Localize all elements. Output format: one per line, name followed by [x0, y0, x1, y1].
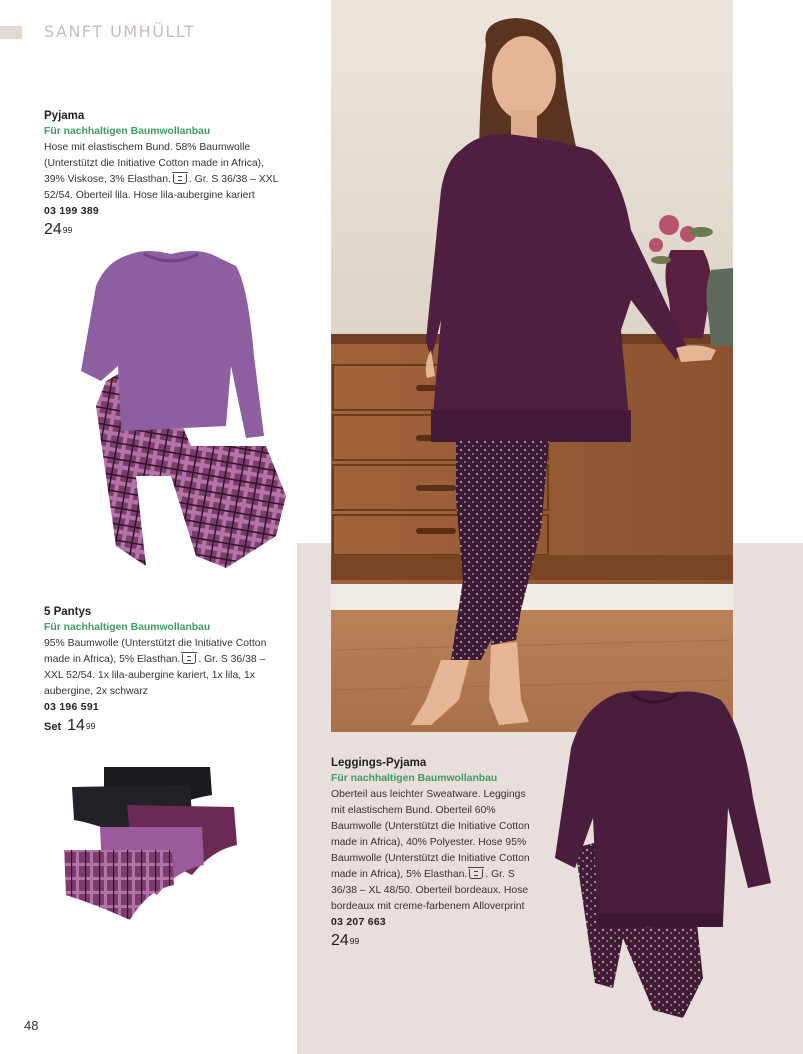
section-marker	[0, 26, 22, 39]
wash-30-icon	[469, 869, 483, 879]
price: $24^{99}$	[44, 221, 73, 238]
price: $24^{99}$	[331, 932, 360, 949]
price: Set $14^{99}$	[44, 717, 96, 734]
article-number: 03 207 663	[331, 917, 387, 928]
wash-30-icon	[173, 174, 187, 184]
article-number: 03 199 389	[44, 206, 100, 217]
product-description: 95% Baumwolle (Unterstützt die Initiative Cotton made in Africa), 5% Elasthan. . Gr. S 36/38 – XXL 52/54. 1x lila-aubergine kariert, 1x lila, 1x aubergine, 2x schwarz	[44, 638, 267, 697]
product-leggings-pyjama	[331, 755, 541, 949]
product-name: Pyjama	[44, 110, 85, 122]
pantys-product-image	[62, 765, 240, 925]
model-photo	[331, 0, 733, 732]
eco-label: Für nachhaltigen Baumwollanbau	[331, 773, 498, 784]
product-name: 5 Pantys	[44, 606, 92, 618]
wash-30-icon	[182, 654, 196, 664]
product-description: Hose mit elastischem Bund. 58% Baumwolle (Unterstützt die Initiative Cotton made in Africa), 39% Viskose, 3% Elasthan. . Gr. S 36/38 – XXL 52/54. Oberteil lila. Hose lila-aubergine kariert	[44, 142, 279, 201]
page-number: 48	[24, 1018, 39, 1033]
product-name: Leggings-Pyjama	[331, 757, 427, 769]
product-description: Oberteil aus leichter Sweatware. Leggings mit elastischem Bund. Oberteil 60% Baumwolle (Unterstützt die Initiative Cotton made in Africa), 40% Polyester. Hose 95% Baumwolle (Unterstützt die Initiative Cotton made in Africa), 5% Elasthan. . Gr. S 36/38 – XL 48/50. Oberteil bordeaux. Hose bordeaux mit creme-farbenem Alloverprint	[331, 789, 530, 912]
product-pyjama	[44, 108, 284, 238]
section-title: SANFT UMHÜLLT	[44, 22, 196, 41]
pyjama-product-image	[76, 246, 290, 568]
leggings-pyjama-product-image	[553, 688, 773, 1023]
product-pantys	[44, 604, 284, 735]
eco-label: Für nachhaltigen Baumwollanbau	[44, 126, 211, 137]
article-number: 03 196 591	[44, 702, 100, 713]
eco-label: Für nachhaltigen Baumwollanbau	[44, 622, 211, 633]
